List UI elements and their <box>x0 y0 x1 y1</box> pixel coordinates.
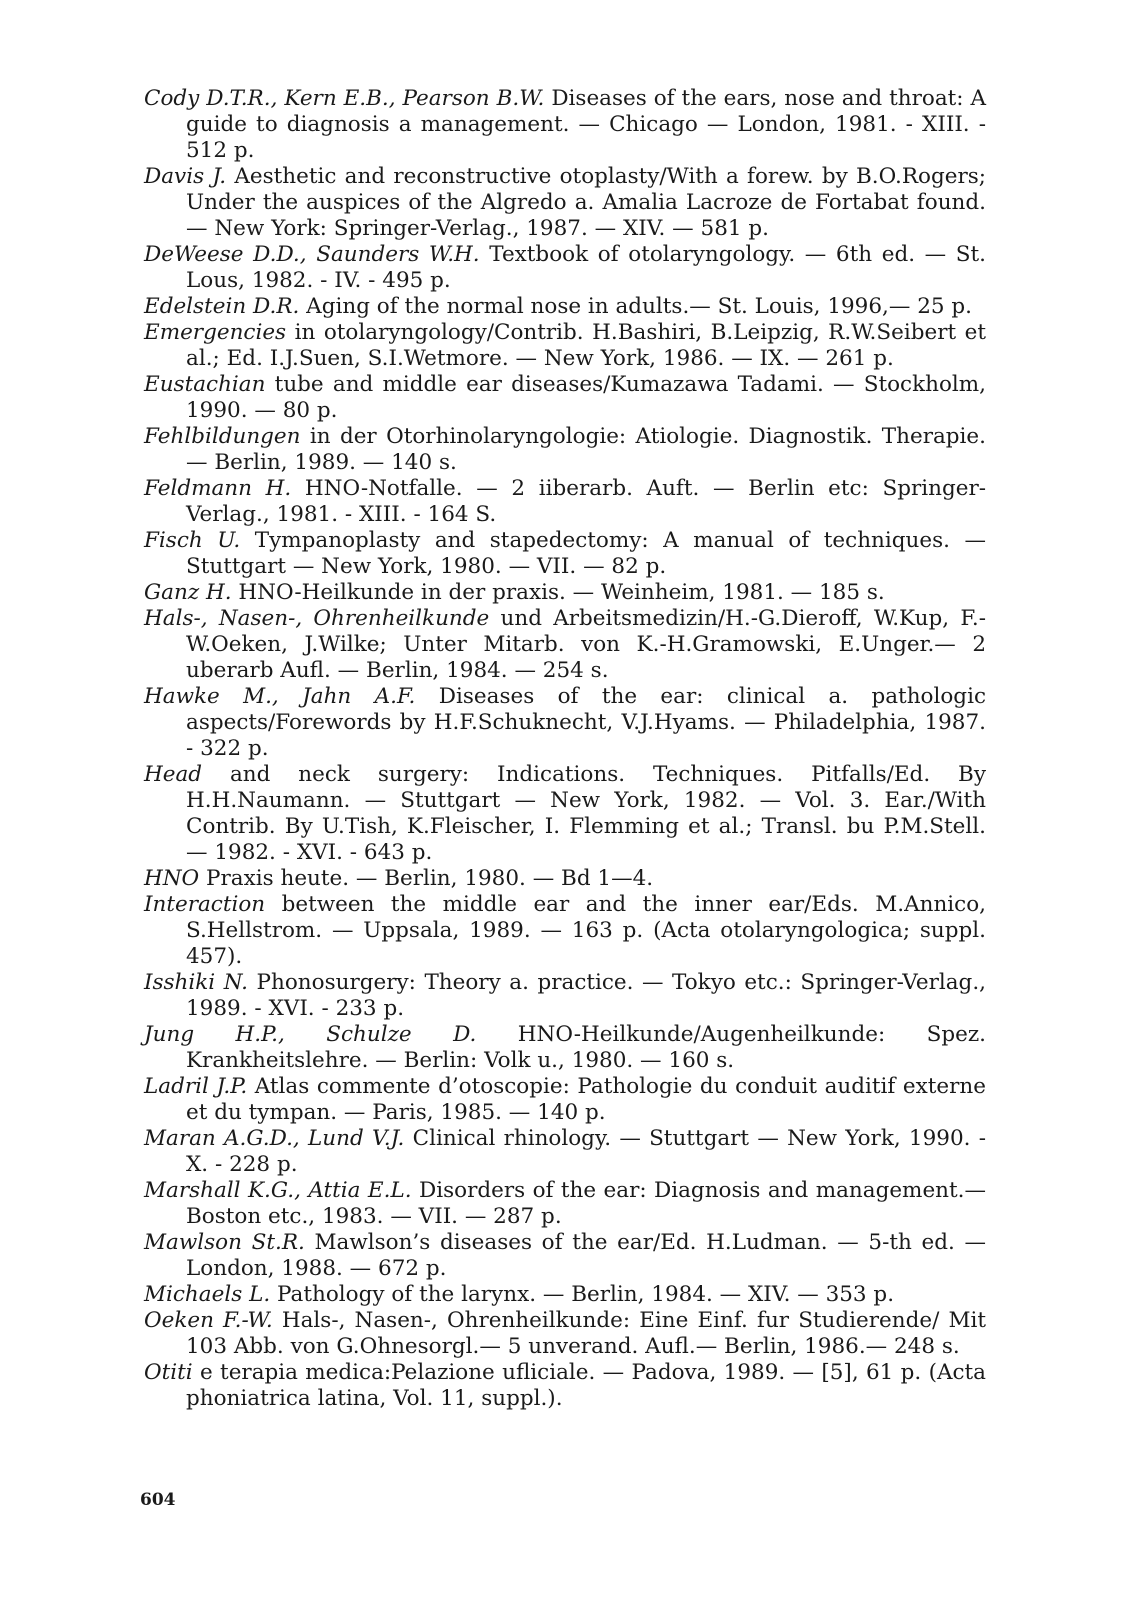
entry-text: Atlas commente d’otoscopie: Pathologie du conduit auditif externe et du tympan. — Paris, 1985. — 140 p. <box>186 1074 986 1125</box>
bibliography-entry <box>144 970 986 1022</box>
entry-author: Interaction <box>144 892 266 917</box>
bibliography-entry <box>144 1074 986 1126</box>
entry-author: Head <box>144 762 203 787</box>
bibliography-entry <box>144 320 986 372</box>
bibliography-entry <box>144 684 986 762</box>
entry-author: Cody D.T.R., Kern E.B., Pearson B.W. <box>144 86 545 111</box>
bibliography-entry <box>144 528 986 580</box>
bibliography-entry <box>144 1230 986 1282</box>
entry-text: in otolaryngology/Contrib. H.Bashiri, B.Leipzig, R.W.Seibert et al.; Ed. I.J.Suen, S.I.Wetmore. — New York, 1986. — IX. — 261 p. <box>186 320 986 371</box>
bibliography-entry <box>144 164 986 242</box>
bibliography-entry <box>144 86 986 164</box>
bibliography-entry <box>144 372 986 424</box>
entry-text: Praxis heute. — Berlin, 1980. — Bd 1—4. <box>199 866 654 891</box>
entry-text: between the middle ear and the inner ear/Eds. M.Annico, S.Hellstrom. — Uppsala, 1989. — 163 p. (Acta otolaryngologica; suppl. 457). <box>186 892 986 969</box>
entry-author: Edelstein D.R. <box>144 294 300 319</box>
entry-text: Diseases of the ear: clinical a. pathologic aspects/Forewords by H.F.Schuknecht, V.J.Hyams. — Philadelphia, 1987. - 322 p. <box>186 684 986 761</box>
entry-author: Ganz H. <box>144 580 232 605</box>
entry-author: Michaels L. <box>144 1282 271 1307</box>
entry-author: Fehlbildungen <box>144 424 301 449</box>
entry-text: Phonosurgery: Theory a. practice. — Tokyo etc.: Springer-Verlag., 1989. - XVI. - 233 p. <box>186 970 986 1021</box>
entry-author: Otiti <box>144 1360 193 1385</box>
bibliography-entry <box>144 1282 986 1308</box>
entry-author: HNO <box>144 866 200 891</box>
bibliography-entry <box>144 242 986 294</box>
page-number: 604 <box>140 1490 176 1510</box>
bibliography-list <box>144 86 986 1412</box>
entry-author: Oeken F.-W. <box>144 1308 273 1333</box>
entry-author: Eustachian <box>144 372 266 397</box>
entry-author: DeWeese D.D., Saunders W.H. <box>144 242 480 267</box>
entry-author: Ladril J.P. <box>144 1074 248 1099</box>
entry-text: Hals-, Nasen-, Ohrenheilkunde: Eine Einf. fur Studierende/ Mit 103 Abb. von G.Ohnesorgl.— 5 unverand. Aufl.— Berlin, 1986.— 248 s. <box>186 1308 986 1359</box>
bibliography-entry <box>144 1022 986 1074</box>
entry-text: HNO-Heilkunde in der praxis. — Weinheim, 1981. — 185 s. <box>231 580 885 605</box>
entry-text: Tympanoplasty and stapedectomy: A manual of techniques. — Stuttgart — New York, 1980. — VII. — 82 p. <box>186 528 986 579</box>
entry-author: Fisch U. <box>144 528 241 553</box>
entry-author: Feldmann H. <box>144 476 292 501</box>
bibliography-entry <box>144 762 986 866</box>
entry-text: Aesthetic and reconstructive otoplasty/With a forew. by B.O.Rogers; Under the auspices of the Algredo a. Amalia Lacroze de Fortabat found. — New York: Springer-Verlag., 1987. — XIV. — 581 p. <box>186 164 987 241</box>
entry-author: Isshiki N. <box>144 970 248 995</box>
entry-author: Davis J. <box>144 164 227 189</box>
entry-text: tube and middle ear diseases/Kumazawa Tadami. — Stockholm, 1990. — 80 p. <box>186 372 986 423</box>
entry-text: HNO-Heilkunde/Augenheilkunde: Spez. Krankheitslehre. — Berlin: Volk u., 1980. — 160 s. <box>186 1022 986 1073</box>
bibliography-entry <box>144 424 986 476</box>
entry-author: Hals-, Nasen-, Ohrenheilkunde <box>144 606 490 631</box>
entry-text: Clinical rhinology. — Stuttgart — New York, 1990. - X. - 228 p. <box>186 1126 986 1177</box>
entry-text: and neck surgery: Indications. Techniques. Pitfalls/Ed. By H.H.Naumann. — Stuttgart — New York, 1982. — Vol. 3. Ear./With Contrib. By U.Tish, K.Fleischer, I. Flemming et al.; Transl. bu P.M.Stell. — 1982. - XVI. - 643 p. <box>186 762 986 865</box>
entry-text: Diseases of the ears, nose and throat: A guide to diagnosis a management. — Chicago — London, 1981. - XIII. - 512 p. <box>186 86 986 163</box>
entry-text: Pathology of the larynx. — Berlin, 1984. — XIV. — 353 p. <box>270 1282 895 1307</box>
entry-text: Textbook of otolaryngology. — 6th ed. — St. Lous, 1982. - IV. - 495 p. <box>186 242 986 293</box>
entry-author: Mawlson St.R. <box>144 1230 305 1255</box>
entry-text: e terapia medica:Pelazione ufliciale. — Padova, 1989. — [5], 61 p. (Acta phoniatrica latina, Vol. 11, suppl.). <box>186 1360 986 1411</box>
entry-text: Aging of the normal nose in adults.— St. Louis, 1996,— 25 p. <box>299 294 972 319</box>
bibliography-entry <box>144 1126 986 1178</box>
bibliography-entry <box>144 580 986 606</box>
entry-author: Maran A.G.D., Lund V.J. <box>144 1126 405 1151</box>
entry-text: Mawlson’s diseases of the ear/Ed. H.Ludman. — 5-th ed. — London, 1988. — 672 p. <box>186 1230 986 1281</box>
bibliography-entry <box>144 866 986 892</box>
entry-text: Disorders of the ear: Diagnosis and management.— Boston etc., 1983. — VII. — 287 p. <box>186 1178 986 1229</box>
bibliography-entry <box>144 1308 986 1360</box>
bibliography-entry <box>144 476 986 528</box>
entry-author: Hawke M., Jahn A.F. <box>144 684 416 709</box>
entry-text: HNO-Notfalle. — 2 iiberarb. Auft. — Berlin etc: Springer-Verlag., 1981. - XIII. - 164 S. <box>186 476 986 527</box>
bibliography-entry <box>144 1178 986 1230</box>
entry-author: Marshall K.G., Attia E.L. <box>144 1178 412 1203</box>
entry-author: Emergencies <box>144 320 287 345</box>
bibliography-entry <box>144 1360 986 1412</box>
bibliography-entry <box>144 606 986 684</box>
entry-author: Jung H.P., Schulze D. <box>144 1022 477 1047</box>
entry-text: und Arbeitsmedizin/H.-G.Dieroff, W.Kup, F.-W.Oeken, J.Wilke; Unter Mitarb. von K.-H.Gramowski, E.Unger.— 2 uberarb Aufl. — Berlin, 1984. — 254 s. <box>186 606 987 683</box>
bibliography-entry <box>144 892 986 970</box>
bibliography-entry <box>144 294 986 320</box>
entry-text: in der Otorhinolaryngologie: Atiologie. Diagnostik. Therapie. — Berlin, 1989. — 140 s. <box>186 424 986 475</box>
